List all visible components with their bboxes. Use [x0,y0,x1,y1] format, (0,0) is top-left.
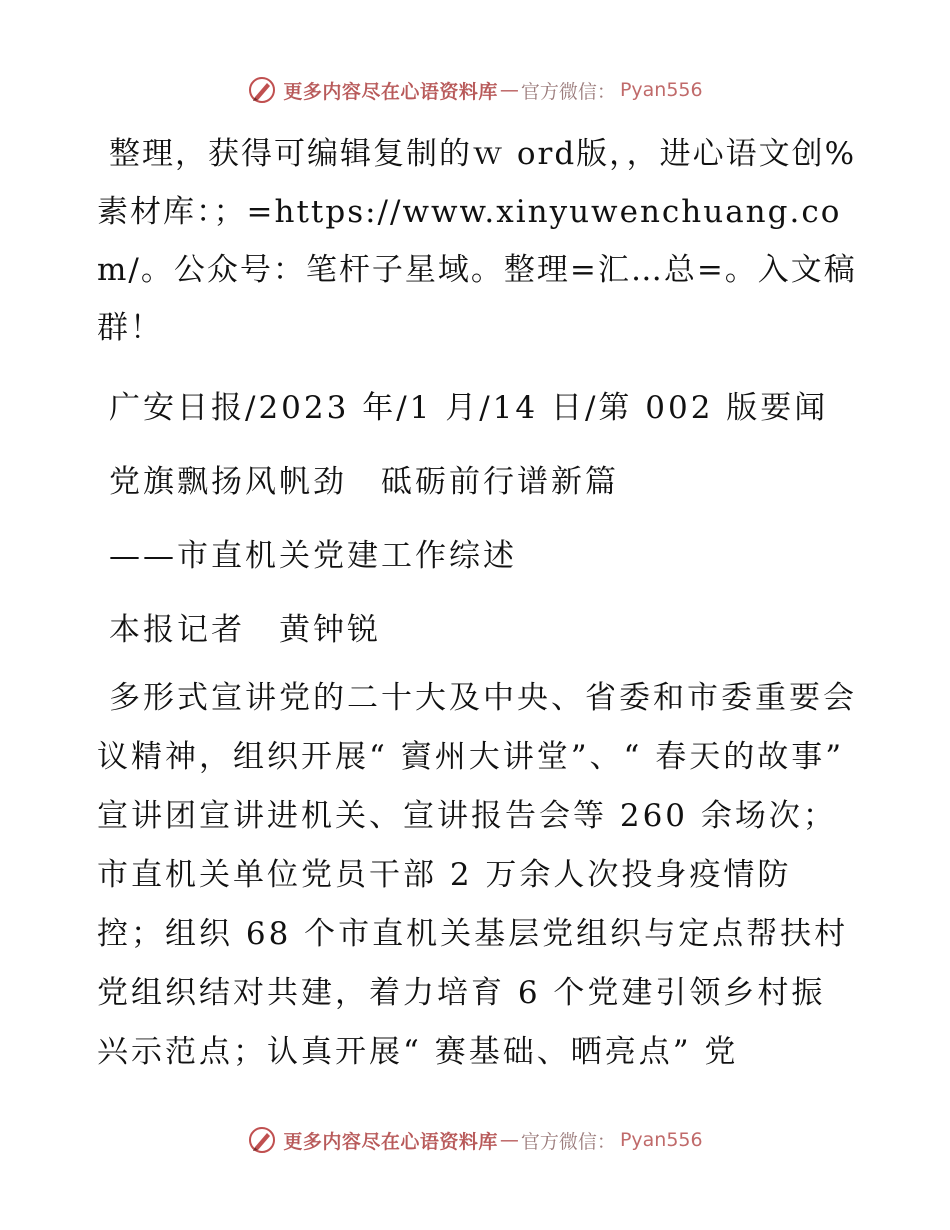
article-headline: 党旗飘扬风帆劲 砥砺前行谱新篇 [109,464,619,500]
intro-paragraph: 整理，获得可编辑复制的ｗ ord版，，进心语文创%素材库：；=https://www.xinyuwenchuang.com/。公众号：笔杆子星域。整理=汇…总=。入文稿群！ [97,136,857,346]
article-body-paragraph: 多形式宣讲党的二十大及中央、省委和市委重要会议精神，组织开展“ 賨州大讲堂”、“ 春天的故事” 宣讲团宣讲进机关、宣讲报告会等 260 余场次；市直机关单位党员干部 2 万余人次投身疫情防控；组织 68 个市直机关基层党组织与定点帮扶村党组织结对共建，着力培育 6 个党建引领乡村振兴示范点；认真开展“ 赛基础、晒亮点” 党 [97,680,857,1070]
watermark-footer [0,1120,950,1160]
watermark-official-label: 官方微信： [520,80,616,103]
article-subheadline: ——市直机关党建工作综述 [109,538,517,574]
watermark-text: 更多内容尽在心语资料库 [283,80,498,103]
watermark-separator: — [499,79,519,101]
pen-logo-icon [247,75,277,105]
article-byline: 本报记者 黄钟锐 [109,612,381,648]
watermark-header [0,70,950,110]
source-line: 广安日报/2023 年/1 月/14 日/第 002 版要闻 [109,390,829,426]
watermark-text: 更多内容尽在心语资料库 [283,1130,498,1153]
document-body [97,125,857,1082]
pen-logo-icon [247,1125,277,1155]
watermark-separator: — [499,1129,519,1151]
watermark-official-label: 官方微信： [520,1130,616,1153]
watermark-wechat-id: Pyan556 [619,79,703,101]
watermark-wechat-id: Pyan556 [619,1129,703,1151]
